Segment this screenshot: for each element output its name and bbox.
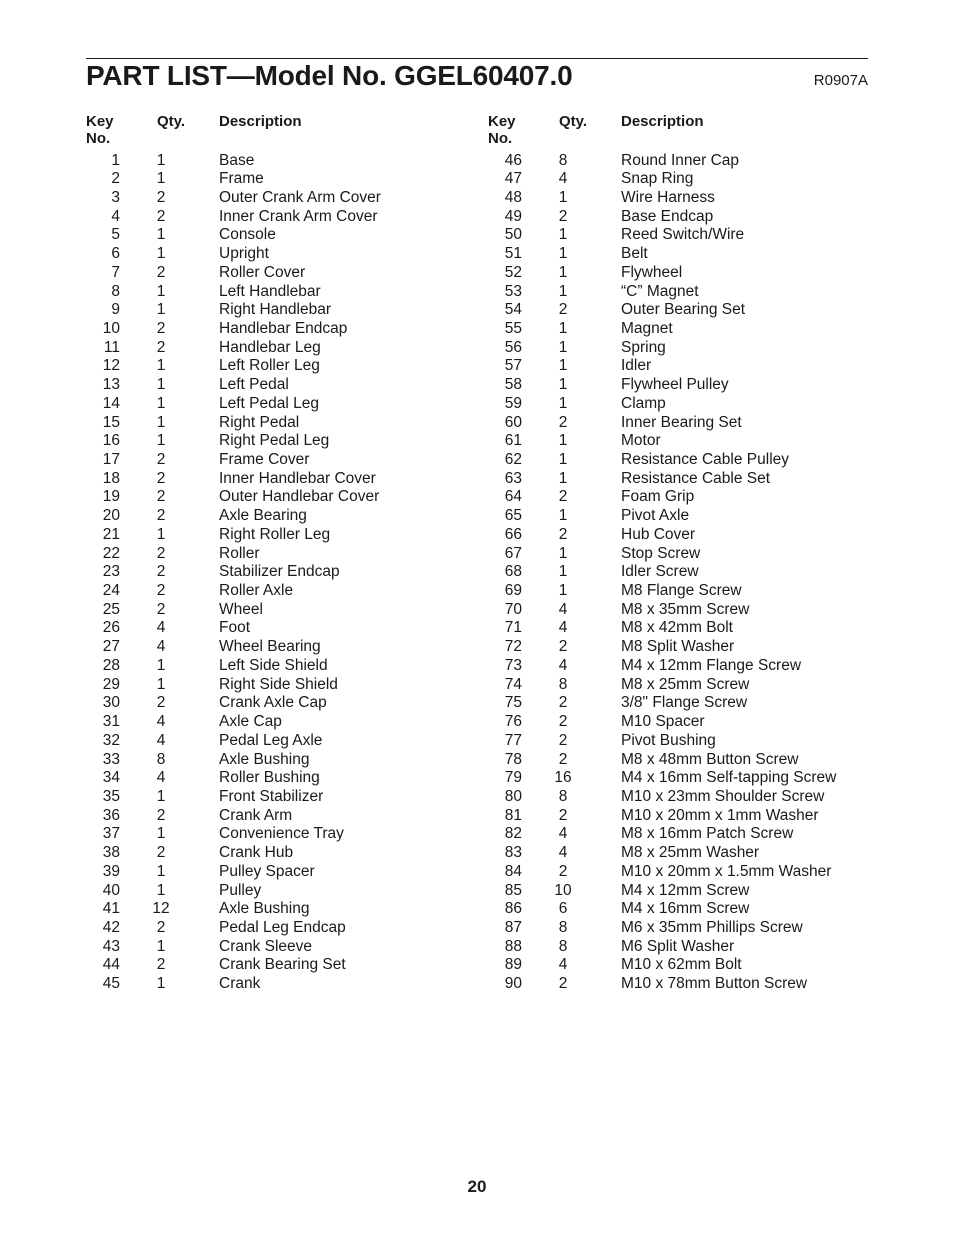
- quantity: 2: [156, 263, 166, 281]
- quantity: 1: [156, 432, 166, 450]
- part-description: Magnet: [621, 319, 673, 337]
- part-description: Foam Grip: [621, 488, 695, 506]
- part-description: Inner Crank Arm Cover: [219, 207, 378, 225]
- part-description: “C” Magnet: [621, 282, 699, 300]
- part-description: Right Roller Leg: [219, 525, 331, 543]
- quantity: 10: [554, 881, 572, 899]
- quantity: 2: [156, 469, 166, 487]
- key-number: 4: [111, 207, 120, 225]
- part-description: M4 x 16mm Self-tapping Screw: [621, 769, 837, 787]
- quantity: 2: [558, 525, 568, 543]
- quantity: 1: [156, 394, 166, 412]
- part-description: M8 Flange Screw: [621, 582, 742, 600]
- part-description: M10 x 20mm x 1mm Washer: [621, 806, 819, 824]
- quantity: 12: [152, 900, 170, 918]
- key-number: 36: [102, 806, 120, 824]
- quantity: 1: [156, 825, 166, 843]
- key-number: 24: [102, 582, 120, 600]
- part-description: Crank: [219, 975, 261, 993]
- part-description: Stop Screw: [621, 544, 701, 562]
- quantity: 4: [558, 825, 568, 843]
- quantity: 1: [558, 582, 568, 600]
- description-header: Description: [621, 113, 704, 130]
- part-description: Round Inner Cap: [621, 151, 740, 169]
- quantity: 1: [558, 544, 568, 562]
- quantity: 1: [558, 357, 568, 375]
- part-description: Pivot Bushing: [621, 731, 716, 749]
- key-number: 40: [102, 881, 120, 899]
- part-description: Resistance Cable Set: [621, 469, 771, 487]
- part-description: Crank Bearing Set: [219, 956, 346, 974]
- key-number: 79: [504, 769, 522, 787]
- key-number: 22: [102, 544, 120, 562]
- quantity: 1: [558, 376, 568, 394]
- key-number: 49: [504, 207, 522, 225]
- key-number: 41: [102, 900, 120, 918]
- key-no-header: Key No.: [488, 113, 516, 147]
- part-description: Right Side Shield: [219, 675, 338, 693]
- part-description: M4 x 16mm Screw: [621, 900, 750, 918]
- quantity: 8: [156, 750, 166, 768]
- part-description: Spring: [621, 338, 666, 356]
- part-description: Crank Sleeve: [219, 937, 313, 955]
- quantity: 1: [156, 226, 166, 244]
- quantity: 1: [156, 525, 166, 543]
- key-number: 72: [504, 638, 522, 656]
- key-number: 33: [102, 750, 120, 768]
- key-number: 18: [102, 469, 120, 487]
- part-description: Crank Hub: [219, 844, 294, 862]
- part-description: M8 x 16mm Patch Screw: [621, 825, 794, 843]
- key-number: 54: [504, 301, 522, 319]
- part-description: Foot: [219, 619, 251, 637]
- key-number: 17: [102, 451, 120, 468]
- quantity: 1: [156, 937, 166, 955]
- quantity: 1: [558, 451, 568, 468]
- quantity: 4: [558, 619, 568, 637]
- quantity: 4: [558, 656, 568, 674]
- part-description: 3/8" Flange Screw: [621, 694, 748, 712]
- quantity: 1: [156, 787, 166, 805]
- key-number: 35: [102, 787, 120, 805]
- key-number: 57: [504, 357, 522, 375]
- quantity: 1: [156, 151, 166, 169]
- key-number: 84: [504, 862, 522, 880]
- key-number: 3: [111, 188, 120, 206]
- quantity: 2: [156, 694, 166, 712]
- quantity: 2: [558, 862, 568, 880]
- part-description: Motor: [621, 432, 661, 450]
- quantity: 4: [156, 769, 166, 787]
- quantity: 2: [558, 207, 568, 225]
- key-number: 14: [102, 394, 120, 412]
- quantity: 1: [558, 282, 568, 300]
- part-description: Stabilizer Endcap: [219, 563, 340, 581]
- key-number: 34: [102, 769, 120, 787]
- quantity: 2: [156, 956, 166, 974]
- part-description: Belt: [621, 245, 648, 263]
- part-description: Wire Harness: [621, 188, 715, 206]
- quantity: 4: [558, 600, 568, 618]
- key-number: 19: [102, 488, 120, 506]
- quantity: 4: [156, 638, 166, 656]
- key-number: 78: [504, 750, 522, 768]
- quantity: 1: [558, 432, 568, 450]
- key-number: 43: [102, 937, 120, 955]
- part-description: Idler: [621, 357, 652, 375]
- part-description: Flywheel: [621, 263, 683, 281]
- part-description: Roller Axle: [219, 582, 294, 600]
- key-number: 62: [504, 451, 522, 468]
- quantity: 1: [558, 319, 568, 337]
- key-number: 90: [504, 975, 522, 993]
- part-description: Roller Bushing: [219, 769, 320, 787]
- part-description: Pulley: [219, 881, 262, 899]
- key-number: 10: [102, 319, 120, 337]
- key-number: 80: [504, 787, 522, 805]
- quantity: 2: [156, 582, 166, 600]
- key-number: 56: [504, 338, 522, 356]
- part-description: Flywheel Pulley: [621, 376, 729, 394]
- key-number: 16: [102, 432, 120, 450]
- part-description: Left Pedal Leg: [219, 394, 319, 412]
- part-description: Pedal Leg Axle: [219, 731, 323, 749]
- part-description: M8 x 25mm Washer: [621, 844, 760, 862]
- part-description: M10 Spacer: [621, 713, 705, 731]
- key-number: 46: [504, 151, 522, 169]
- key-number: 9: [111, 301, 120, 319]
- part-description: Idler Screw: [621, 563, 699, 581]
- part-description: M6 x 35mm Phillips Screw: [621, 918, 803, 936]
- key-number: 68: [504, 563, 522, 581]
- quantity: 2: [156, 918, 166, 936]
- part-description: Axle Bearing: [219, 507, 307, 525]
- key-number: 81: [504, 806, 522, 824]
- part-description: Crank Axle Cap: [219, 694, 327, 712]
- part-description: Base Endcap: [621, 207, 714, 225]
- part-description: Front Stabilizer: [219, 787, 324, 805]
- key-number: 71: [504, 619, 522, 637]
- quantity: 2: [558, 638, 568, 656]
- key-no-header: Key No.: [86, 113, 114, 147]
- key-number: 82: [504, 825, 522, 843]
- quantity: 1: [156, 675, 166, 693]
- quantity: 4: [558, 844, 568, 862]
- key-number: 29: [102, 675, 120, 693]
- part-description: M8 x 42mm Bolt: [621, 619, 733, 637]
- quantity: 2: [156, 188, 166, 206]
- quantity: 2: [558, 694, 568, 712]
- part-description: Pedal Leg Endcap: [219, 918, 346, 936]
- quantity: 1: [156, 413, 166, 431]
- quantity: 1: [558, 338, 568, 356]
- quantity: 2: [558, 413, 568, 431]
- quantity: 2: [156, 600, 166, 618]
- quantity: 2: [156, 488, 166, 506]
- part-description: M8 x 48mm Button Screw: [621, 750, 799, 768]
- quantity: 2: [156, 806, 166, 824]
- key-number: 74: [504, 675, 522, 693]
- key-number: 38: [102, 844, 120, 862]
- part-description: Clamp: [621, 394, 666, 412]
- part-description: Wheel: [219, 600, 263, 618]
- quantity: 1: [558, 563, 568, 581]
- key-number: 83: [504, 844, 522, 862]
- quantity: 1: [156, 170, 166, 188]
- qty-header: Qty.: [559, 113, 588, 130]
- key-number: 52: [504, 263, 522, 281]
- page-number: 20: [467, 1177, 487, 1196]
- key-number: 75: [504, 694, 522, 712]
- part-description: M4 x 12mm Flange Screw: [621, 656, 802, 674]
- key-number: 2: [111, 170, 120, 188]
- key-number: 37: [102, 825, 120, 843]
- document-code: R0907A: [813, 72, 868, 89]
- key-number: 76: [504, 713, 522, 731]
- part-description: Crank Arm: [219, 806, 293, 824]
- part-description: Frame Cover: [219, 451, 310, 468]
- part-description: Right Handlebar: [219, 301, 332, 319]
- key-number: 48: [504, 188, 522, 206]
- key-number: 67: [504, 544, 522, 562]
- part-description: Roller: [219, 544, 260, 562]
- quantity: 2: [156, 319, 166, 337]
- quantity: 1: [558, 188, 568, 206]
- quantity: 2: [558, 806, 568, 824]
- page-title: PART LIST—Model No. GGEL60407.0: [86, 60, 573, 91]
- key-number: 20: [102, 507, 120, 525]
- key-number: 55: [504, 319, 522, 337]
- key-number: 63: [504, 469, 522, 487]
- key-number: 26: [102, 619, 120, 637]
- part-description: Inner Bearing Set: [621, 413, 742, 431]
- part-description: Inner Handlebar Cover: [219, 469, 376, 487]
- quantity: 2: [156, 451, 166, 468]
- part-description: Reed Switch/Wire: [621, 226, 745, 244]
- part-description: Pulley Spacer: [219, 862, 315, 880]
- part-description: Frame: [219, 170, 264, 188]
- quantity: 6: [558, 900, 568, 918]
- part-description: Outer Bearing Set: [621, 301, 746, 319]
- header-rule: [86, 58, 868, 59]
- part-description: Left Side Shield: [219, 656, 328, 674]
- part-description: M10 x 78mm Button Screw: [621, 975, 808, 993]
- quantity: 1: [156, 881, 166, 899]
- key-number: 87: [504, 918, 522, 936]
- key-number: 51: [504, 245, 522, 263]
- key-number: 45: [102, 975, 120, 993]
- part-description: Left Pedal: [219, 376, 289, 394]
- part-description: Upright: [219, 245, 269, 263]
- quantity: 8: [558, 787, 568, 805]
- quantity: 1: [156, 282, 166, 300]
- quantity: 4: [558, 956, 568, 974]
- quantity: 1: [558, 394, 568, 412]
- quantity: 1: [156, 301, 166, 319]
- part-description: M10 x 62mm Bolt: [621, 956, 742, 974]
- part-description: Left Handlebar: [219, 282, 321, 300]
- quantity: 1: [156, 656, 166, 674]
- key-number: 42: [102, 918, 120, 936]
- key-number: 5: [111, 226, 120, 244]
- part-description: Roller Cover: [219, 263, 306, 281]
- part-description: Snap Ring: [621, 170, 694, 188]
- key-number: 31: [102, 713, 120, 731]
- key-number: 28: [102, 656, 120, 674]
- quantity: 2: [558, 975, 568, 993]
- part-description: Axle Bushing: [219, 900, 310, 918]
- quantity: 8: [558, 151, 568, 169]
- key-number: 47: [504, 170, 522, 188]
- key-number: 11: [103, 338, 120, 356]
- part-description: Hub Cover: [621, 525, 696, 543]
- key-number: 15: [102, 413, 120, 431]
- part-description: Pivot Axle: [621, 507, 690, 525]
- key-number: 6: [111, 245, 120, 263]
- quantity: 2: [156, 544, 166, 562]
- part-description: Right Pedal: [219, 413, 300, 431]
- key-number: 27: [102, 638, 120, 656]
- part-description: M8 x 25mm Screw: [621, 675, 750, 693]
- quantity: 4: [156, 713, 166, 731]
- key-number: 58: [504, 376, 522, 394]
- quantity: 1: [156, 357, 166, 375]
- key-number: 44: [102, 956, 120, 974]
- key-number: 50: [504, 226, 522, 244]
- quantity: 1: [558, 507, 568, 525]
- description-header: Description: [219, 113, 302, 130]
- key-number: 70: [504, 600, 522, 618]
- part-description: Handlebar Endcap: [219, 319, 348, 337]
- part-description: Outer Handlebar Cover: [219, 488, 380, 506]
- quantity: 2: [558, 750, 568, 768]
- part-description: M4 x 12mm Screw: [621, 881, 750, 899]
- part-description: Handlebar Leg: [219, 338, 321, 356]
- key-number: 86: [504, 900, 522, 918]
- quantity: 1: [558, 226, 568, 244]
- quantity: 1: [156, 862, 166, 880]
- part-description: Console: [219, 226, 276, 244]
- qty-header: Qty.: [157, 113, 186, 130]
- part-description: Convenience Tray: [219, 825, 344, 843]
- key-number: 89: [504, 956, 522, 974]
- key-number: 8: [111, 282, 120, 300]
- part-description: Right Pedal Leg: [219, 432, 330, 450]
- quantity: 1: [156, 245, 166, 263]
- quantity: 4: [558, 170, 568, 188]
- quantity: 2: [156, 207, 166, 225]
- key-number: 60: [504, 413, 522, 431]
- part-description: Axle Cap: [219, 713, 282, 731]
- quantity: 8: [558, 918, 568, 936]
- key-number: 30: [102, 694, 120, 712]
- quantity: 8: [558, 937, 568, 955]
- key-number: 77: [504, 731, 522, 749]
- quantity: 1: [558, 469, 568, 487]
- quantity: 2: [156, 563, 166, 581]
- part-description: Wheel Bearing: [219, 638, 321, 656]
- key-number: 61: [504, 432, 522, 450]
- quantity: 1: [558, 263, 568, 281]
- key-number: 85: [504, 881, 522, 899]
- key-number: 25: [102, 600, 120, 618]
- key-number: 59: [504, 394, 522, 412]
- part-description: Resistance Cable Pulley: [621, 451, 790, 468]
- quantity: 2: [558, 301, 568, 319]
- quantity: 2: [156, 844, 166, 862]
- key-number: 21: [102, 525, 120, 543]
- key-number: 7: [111, 263, 120, 281]
- quantity: 1: [558, 245, 568, 263]
- key-number: 64: [504, 488, 522, 506]
- key-number: 88: [504, 937, 522, 955]
- part-description: Outer Crank Arm Cover: [219, 188, 381, 206]
- quantity: 2: [156, 507, 166, 525]
- key-number: 32: [102, 731, 120, 749]
- key-number: 23: [102, 563, 120, 581]
- quantity: 2: [558, 488, 568, 506]
- quantity: 1: [156, 975, 166, 993]
- key-number: 53: [504, 282, 522, 300]
- quantity: 1: [156, 376, 166, 394]
- part-description: M10 x 20mm x 1.5mm Washer: [621, 862, 832, 880]
- part-description: Axle Bushing: [219, 750, 310, 768]
- quantity: 8: [558, 675, 568, 693]
- key-number: 66: [504, 525, 522, 543]
- quantity: 2: [558, 713, 568, 731]
- part-description: Left Roller Leg: [219, 357, 320, 375]
- part-description: M8 Split Washer: [621, 638, 735, 656]
- part-description: M6 Split Washer: [621, 937, 735, 955]
- quantity: 2: [558, 731, 568, 749]
- quantity: 4: [156, 619, 166, 637]
- key-number: 13: [102, 376, 120, 394]
- quantity: 4: [156, 731, 166, 749]
- key-number: 12: [102, 357, 120, 375]
- part-description: M10 x 23mm Shoulder Screw: [621, 787, 825, 805]
- key-number: 1: [111, 151, 120, 169]
- key-number: 73: [504, 656, 522, 674]
- key-number: 65: [504, 507, 522, 525]
- quantity: 16: [554, 769, 572, 787]
- quantity: 2: [156, 338, 166, 356]
- part-description: M8 x 35mm Screw: [621, 600, 750, 618]
- key-number: 69: [504, 582, 522, 600]
- key-number: 39: [102, 862, 120, 880]
- part-description: Base: [219, 151, 255, 169]
